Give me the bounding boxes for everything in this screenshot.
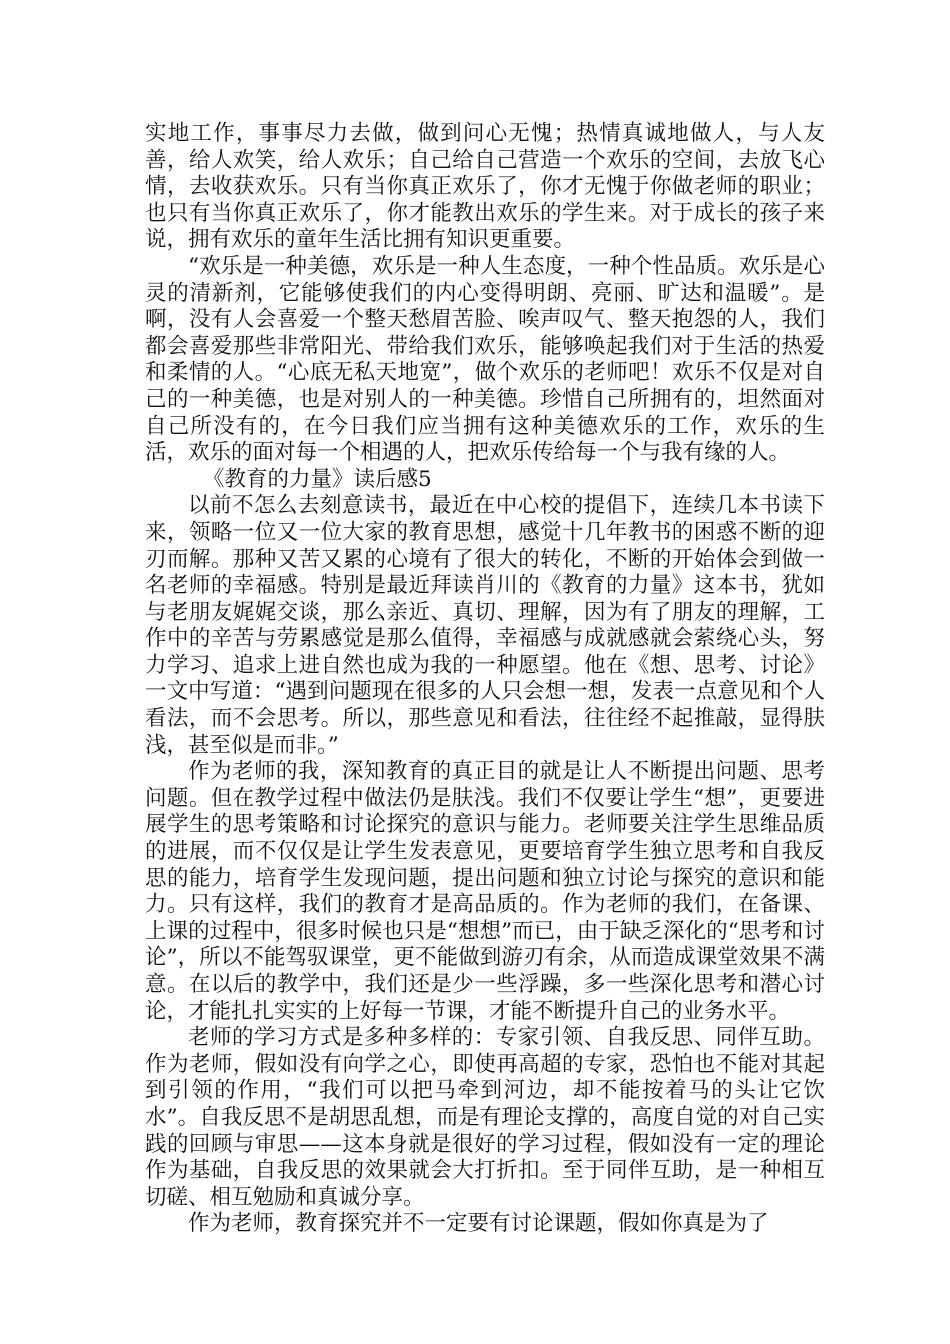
paragraph-4: 作为老师的我，深知教育的真正目的就是让人不断提出问题、思考问题。但在教学过程中做法仍是肤浅。我们不仅要让学生“想”，更要进展学生的思考策略和讨论探究的意识与能力。老师要关注学生思维品质的进展，而不仅仅是让学生发表意见，更要培育学生独立思考和自我反思的能力，培育学生发现问题，提出问题和独立讨论与探究的意识和能力。只有这样，我们的教育才是高品质的。作为老师的我们，在备课、上课的过程中，很多时候也只是“想想”而已，由于缺乏深化的“思考和讨论”，所以不能驾驭课堂，更不能做到游刃有余，从而造成课堂效果不满意。在以后的教学中，我们还是少一些浮躁，多一些深化思考和潜心讨论，才能扎扎实实的上好每一节课，才能不断提升自己的业务水平。 [145, 759, 825, 1024]
section-title: 《教育的力量》读后感5 [203, 466, 432, 492]
paragraph-5: 老师的学习方式是多种多样的：专家引领、自我反思、同伴互助。作为老师，假如没有向学之心，即使再高超的专家，恐怕也不能对其起到引领的作用，“我们可以把马牵到河边，却不能按着马的头让它饮水”。自我反思不是胡思乱想，而是有理论支撑的，高度自觉的对自己实践的回顾与审思——这本身就是很好的学习过程，假如没有一定的理论作为基础，自我反思的效果就会大打折扣。至于同伴互助，是一种相互切磋、相互勉励和真诚分享。 [145, 1025, 825, 1210]
paragraph-2: “欢乐是一种美德，欢乐是一种人生态度，一种个性品质。欢乐是心灵的清新剂，它能够使我们的内心变得明朗、亮丽、旷达和温暖”。是啊，没有人会喜爱一个整天愁眉苦脸、唉声叹气、整天抱怨的人，我们都会喜爱那些非常阳光、带给我们欢乐，能够唤起我们对于生活的热爱和柔情的人。“心底无私天地宽”，做个欢乐的老师吧！欢乐不仅是对自己的一种美德，也是对别人的一种美德。珍惜自己所拥有的，坦然面对自己所没有的，在今日我们应当拥有这种美德欢乐的工作，欢乐的生活，欢乐的面对每一个相遇的人，把欢乐传给每一个与我有缘的人。 [145, 253, 825, 466]
paragraph-6: 作为老师，教育探究并不一定要有讨论课题，假如你真是为了 [188, 1211, 769, 1237]
document-page [145, 121, 825, 1238]
paragraph-3: 以前不怎么去刻意读书，最近在中心校的提倡下，连续几本书读下来，领略一位又一位大家的教育思想，感觉十几年教书的困惑不断的迎刃而解。那种又苦又累的心境有了很大的转化，不断的开始体会到做一名老师的幸福感。特别是最近拜读肖川的《教育的力量》这本书，犹如与老朋友娓娓交谈，那么亲近、真切、理解，因为有了朋友的理解，工作中的辛苦与劳累感觉是那么值得，幸福感与成就感就会萦绕心头，努力学习、追求上进自然也成为我的一种愿望。他在《想、思考、讨论》一文中写道：“遇到问题现在很多的人只会想一想，发表一点意见和个人看法，而不会思考。所以，那些意见和看法，往往经不起推敲，显得肤浅，甚至似是而非。” [145, 493, 825, 758]
paragraph-1: 实地工作，事事尽力去做，做到问心无愧；热情真诚地做人，与人友善，给人欢笑，给人欢乐；自己给自己营造一个欢乐的空间，去放飞心情，去收获欢乐。只有当你真正欢乐了，你才无愧于你做老师的职业；也只有当你真正欢乐了，你才能教出欢乐的学生来。对于成长的孩子来说，拥有欢乐的童年生活比拥有知识更重要。 [145, 121, 825, 253]
